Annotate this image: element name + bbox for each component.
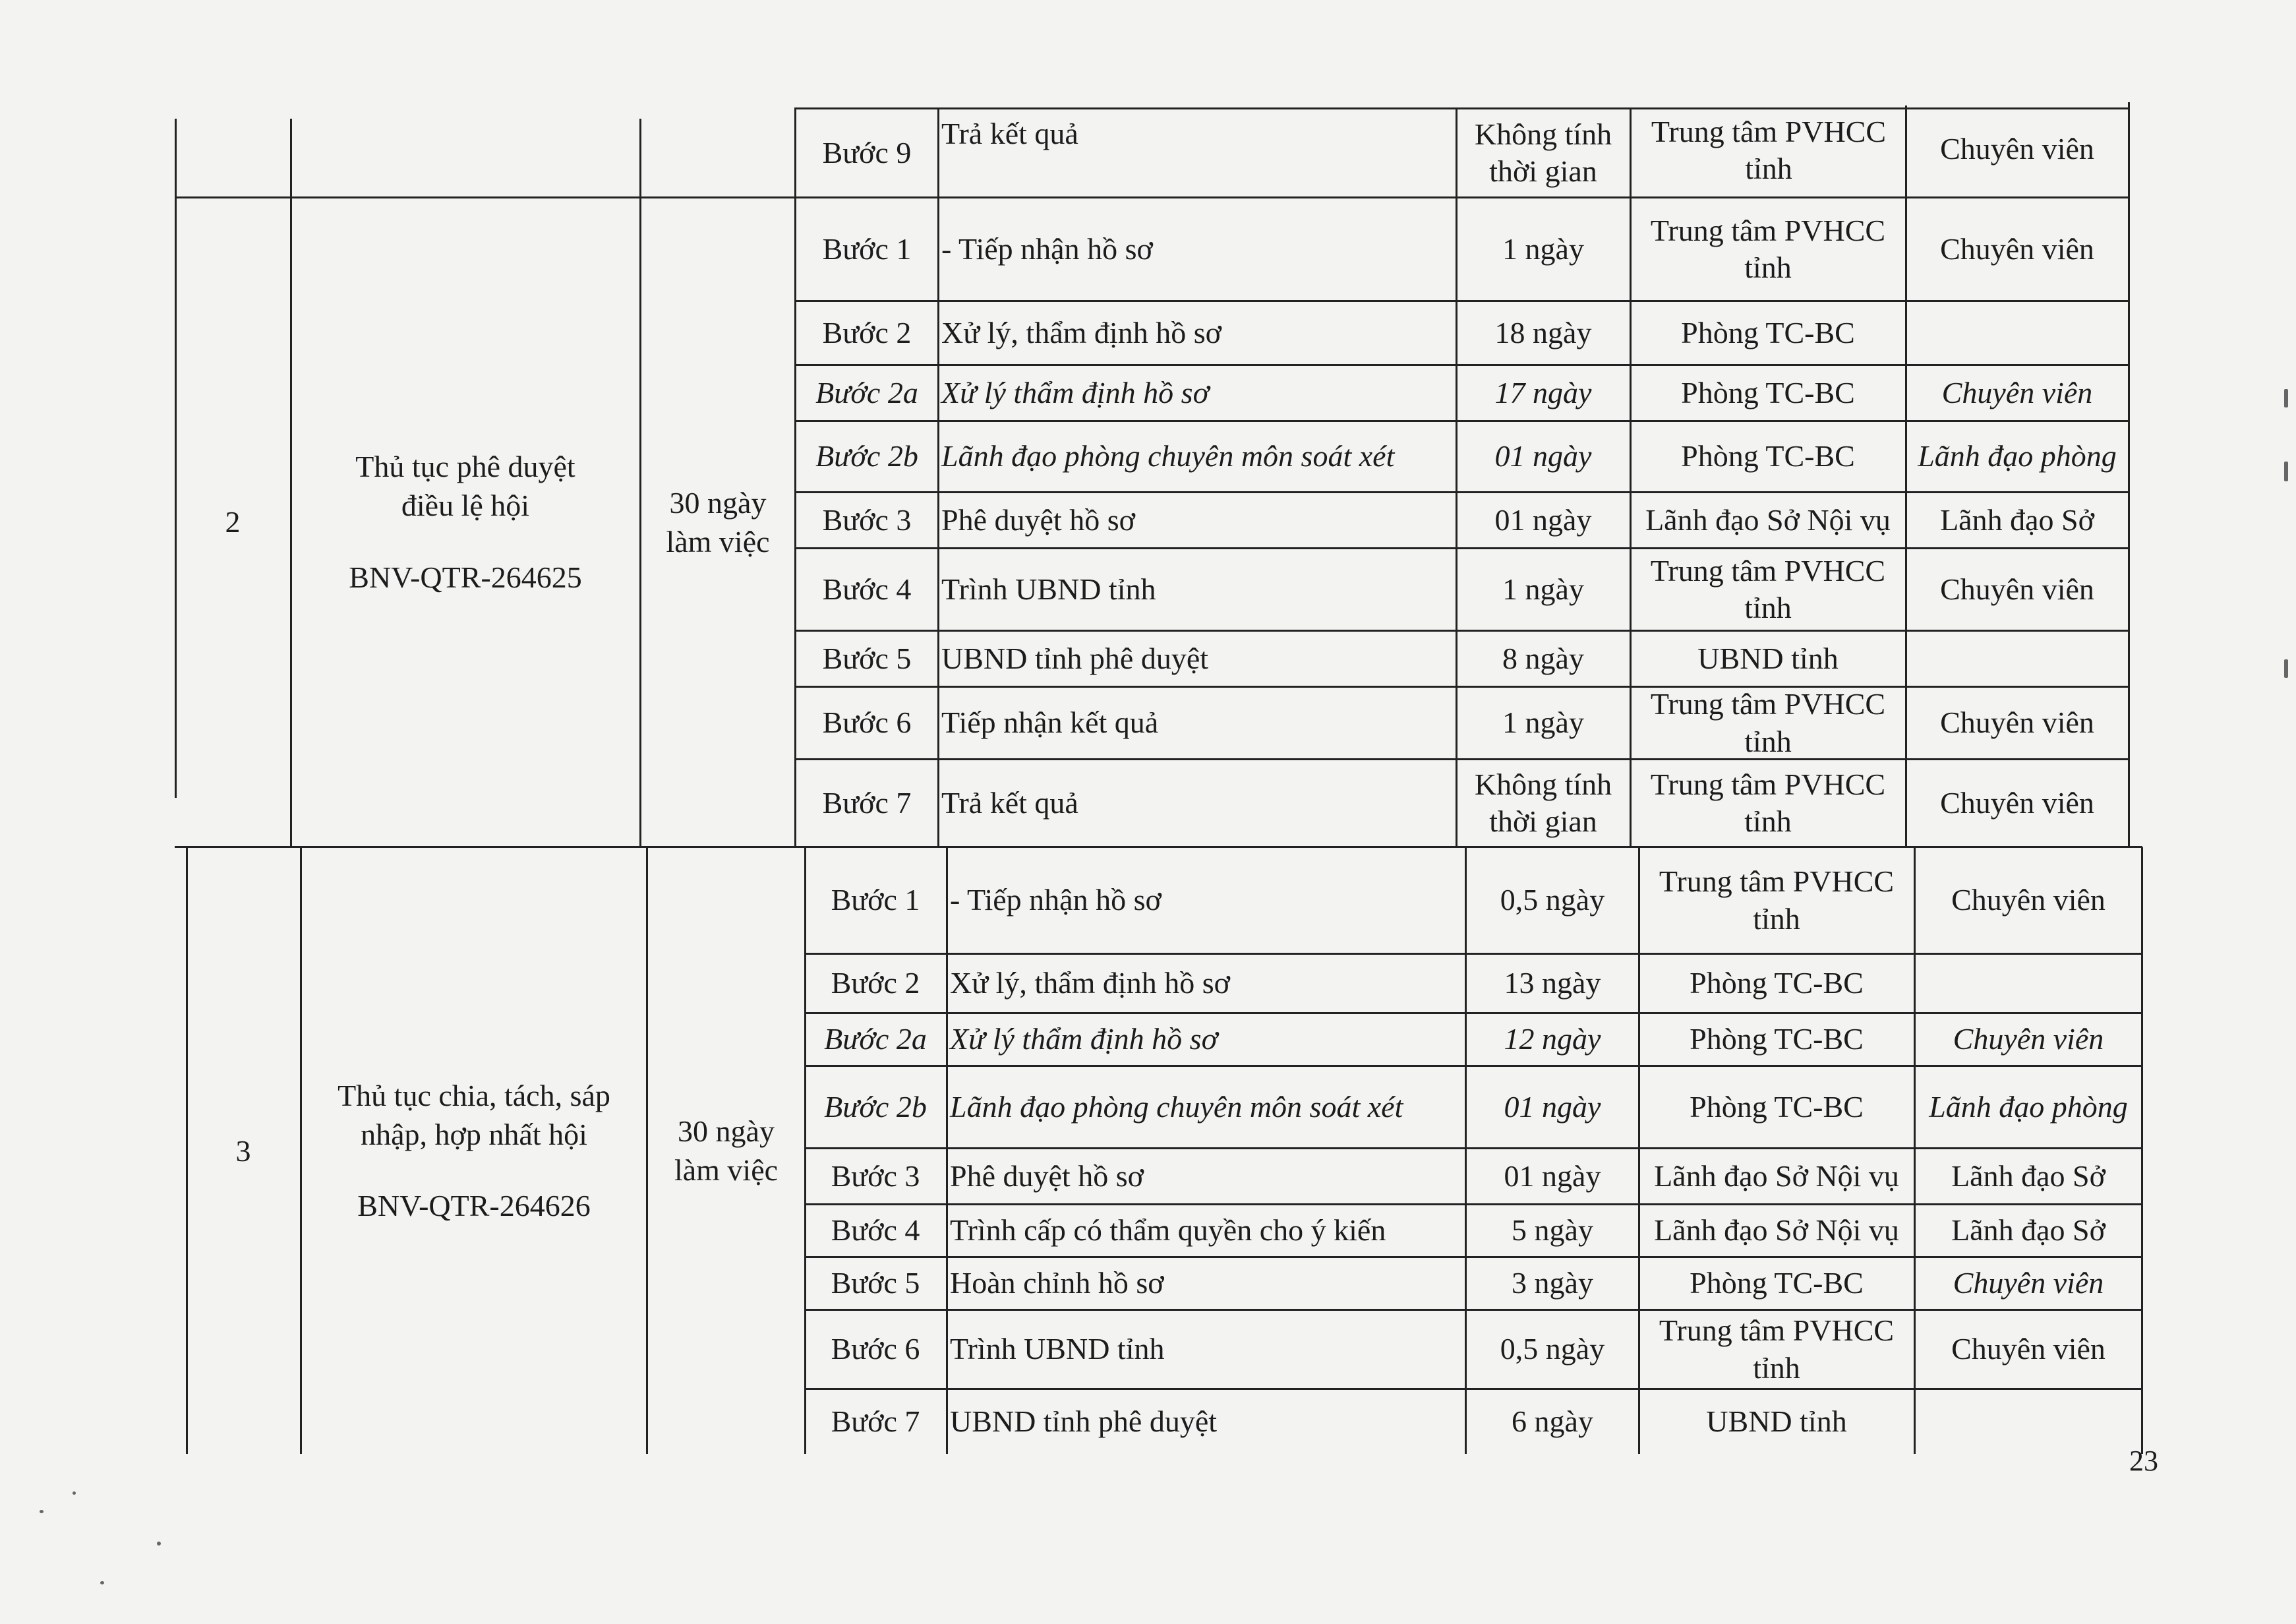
- procedure-name: Thủ tục chia, tách, sáp nhập, hợp nhất hội: [338, 1078, 610, 1151]
- step-content: Trình UBND tỉnh: [941, 572, 1156, 606]
- step-label: Bước 9: [822, 135, 912, 169]
- step-duration: 6 ngày: [1512, 1404, 1593, 1439]
- col-line-6b: [1638, 847, 1640, 1454]
- col-line-2: [639, 119, 641, 847]
- col-line-4: [937, 109, 939, 847]
- step-unit: Phòng TC-BC: [1681, 315, 1855, 349]
- scan-speck: [157, 1542, 161, 1546]
- step-duration: 1 ngày: [1502, 572, 1584, 606]
- step-duration: 0,5 ngày: [1500, 883, 1605, 917]
- step-unit: Lãnh đạo Sở Nội vụ: [1654, 1213, 1899, 1248]
- step-unit: UBND tỉnh: [1706, 1404, 1847, 1439]
- step-unit: Trung tâm PVHCC tỉnh: [1659, 1313, 1895, 1385]
- step-person: Chuyên viên: [1940, 785, 2094, 820]
- step-person: [1908, 302, 2127, 364]
- step-label: Bước 2: [831, 966, 920, 1000]
- step-person: Chuyên viên: [1951, 1332, 2105, 1366]
- procedure-code: BNV-QTR-264625: [349, 560, 582, 594]
- procedure-name-block: [303, 848, 645, 1455]
- step-content: UBND tỉnh phê duyệt: [950, 1404, 1218, 1439]
- step-person: [1916, 955, 2140, 1012]
- step-label: Bước 1: [822, 231, 912, 266]
- step-person: Chuyên viên: [1951, 883, 2105, 917]
- step-person: Chuyên viên: [1941, 375, 2093, 409]
- step-person: Lãnh đạo Sở: [1951, 1158, 2105, 1193]
- step-unit: Phòng TC-BC: [1690, 1022, 1864, 1056]
- step-unit: Lãnh đạo Sở Nội vụ: [1645, 502, 1891, 537]
- procedure-number: 2: [225, 505, 241, 539]
- step-duration: 12 ngày: [1504, 1022, 1601, 1056]
- col-line-5: [1456, 109, 1457, 847]
- step-content: Trả kết quả: [941, 117, 1078, 151]
- page-number: 23: [2129, 1445, 2158, 1477]
- col-line-4b: [946, 847, 948, 1454]
- step-duration: 17 ngày: [1494, 375, 1592, 409]
- col-line-5b: [1465, 847, 1467, 1454]
- step-label: Bước 5: [831, 1266, 920, 1300]
- step-unit: Trung tâm PVHCC tỉnh: [1650, 687, 1886, 758]
- step-content: Trình UBND tỉnh: [950, 1332, 1165, 1366]
- procedure-time: 30 ngày làm việc: [666, 485, 770, 558]
- step-content: Xử lý, thẩm định hồ sơ: [941, 315, 1222, 349]
- step-person: Chuyên viên: [1940, 231, 2094, 266]
- step-unit: Lãnh đạo Sở Nội vụ: [1654, 1158, 1899, 1193]
- step-person: Lãnh đạo phòng: [1918, 439, 2117, 473]
- scan-speck: [2284, 659, 2288, 678]
- scan-speck: [40, 1510, 44, 1513]
- step-duration: 5 ngày: [1512, 1213, 1593, 1248]
- step-label: Bước 3: [822, 502, 912, 537]
- step-label: Bước 6: [831, 1332, 920, 1366]
- step-unit: Phòng TC-BC: [1681, 375, 1855, 409]
- step-content: Trình cấp có thẩm quyền cho ý kiến: [950, 1213, 1386, 1248]
- step-duration: 8 ngày: [1502, 641, 1584, 675]
- step-person: Chuyên viên: [1940, 706, 2094, 740]
- step-duration: Không tính thời gian: [1474, 117, 1612, 188]
- step-content: Xử lý thẩm định hồ sơ: [941, 375, 1210, 409]
- scan-speck: [2284, 389, 2288, 407]
- step-duration: 0,5 ngày: [1500, 1332, 1605, 1366]
- step-person: Chuyên viên: [1940, 131, 2094, 165]
- step-duration: 1 ngày: [1502, 706, 1584, 740]
- step-content: Trả kết quả: [941, 785, 1078, 820]
- col-line-8b: [2141, 847, 2143, 1454]
- step-person: Chuyên viên: [1940, 572, 2094, 606]
- step-unit: Phòng TC-BC: [1690, 1089, 1864, 1124]
- step-label: Bước 7: [822, 785, 912, 820]
- step-content: Tiếp nhận kết quả: [941, 706, 1159, 740]
- step-person: [1916, 1390, 2140, 1454]
- procedure-name-block: [293, 198, 637, 847]
- procedure-time: 30 ngày làm việc: [674, 1114, 779, 1187]
- step-content: Xử lý, thẩm định hồ sơ: [950, 966, 1230, 1000]
- scan-speck: [100, 1581, 104, 1584]
- step-unit: Trung tâm PVHCC tỉnh: [1650, 213, 1886, 284]
- step-content: Lãnh đạo phòng chuyên môn soát xét: [941, 439, 1395, 473]
- step-label: Bước 2a: [824, 1022, 927, 1056]
- step-unit: Trung tâm PVHCC tỉnh: [1650, 553, 1886, 624]
- step-unit: Trung tâm PVHCC tỉnh: [1650, 767, 1886, 838]
- step-unit: UBND tỉnh: [1697, 641, 1839, 675]
- step-content: UBND tỉnh phê duyệt: [941, 641, 1209, 675]
- procedure-number: 3: [235, 1133, 251, 1168]
- step-person: Chuyên viên: [1953, 1266, 2104, 1300]
- step-label: Bước 2: [822, 315, 912, 349]
- step-label: Bước 4: [831, 1213, 920, 1248]
- col-line-8: [2128, 102, 2130, 847]
- step-person: Lãnh đạo Sở: [1940, 502, 2094, 537]
- step-duration: 1 ngày: [1502, 231, 1584, 266]
- step-unit: Phòng TC-BC: [1690, 1266, 1864, 1300]
- step-person: Chuyên viên: [1953, 1022, 2104, 1056]
- step-label: Bước 4: [822, 572, 912, 606]
- col-line-6: [1630, 109, 1632, 847]
- step-duration: 01 ngày: [1504, 1089, 1601, 1124]
- col-line-7b: [1914, 847, 1916, 1454]
- step-label: Bước 6: [822, 706, 912, 740]
- step-label: Bước 2b: [815, 439, 918, 473]
- step-content: Lãnh đạo phòng chuyên môn soát xét: [950, 1089, 1403, 1124]
- step-label: Bước 1: [831, 883, 920, 917]
- step-duration: 13 ngày: [1504, 966, 1601, 1000]
- step-unit: Trung tâm PVHCC tỉnh: [1659, 864, 1895, 936]
- step-label: Bước 3: [831, 1158, 920, 1193]
- col-line-7: [1905, 105, 1907, 847]
- step-duration: 01 ngày: [1494, 439, 1592, 473]
- step-label: Bước 7: [831, 1404, 920, 1439]
- step-content: Phê duyệt hồ sơ: [950, 1158, 1144, 1193]
- step-content: Phê duyệt hồ sơ: [941, 502, 1135, 537]
- col-line-2b: [646, 847, 648, 1454]
- scan-speck: [2284, 462, 2288, 481]
- step-content: Hoàn chỉnh hồ sơ: [950, 1266, 1164, 1300]
- step-content: Xử lý thẩm định hồ sơ: [950, 1022, 1218, 1056]
- step-label: Bước 2b: [824, 1089, 927, 1124]
- step-person: Lãnh đạo Sở: [1951, 1213, 2105, 1248]
- step-unit: Phòng TC-BC: [1690, 966, 1864, 1000]
- step-unit: Trung tâm PVHCC tỉnh: [1651, 114, 1887, 185]
- step-duration: 3 ngày: [1512, 1266, 1593, 1300]
- procedure-name: Thủ tục phê duyệt điều lệ hội: [355, 450, 575, 523]
- step-person: [1908, 632, 2127, 686]
- step-label: Bước 2a: [815, 375, 918, 409]
- scan-speck: [73, 1491, 76, 1495]
- step-content: - Tiếp nhận hồ sơ: [950, 883, 1162, 917]
- step-label: Bước 5: [822, 641, 912, 675]
- step-content: - Tiếp nhận hồ sơ: [941, 231, 1153, 266]
- col-line-1b: [300, 847, 302, 1454]
- step-duration: 01 ngày: [1494, 502, 1592, 537]
- step-person: Lãnh đạo phòng: [1929, 1089, 2128, 1124]
- col-line-1: [290, 119, 292, 847]
- step-unit: Phòng TC-BC: [1681, 439, 1855, 473]
- procedure-code: BNV-QTR-264626: [357, 1189, 591, 1223]
- step-duration: Không tính thời gian: [1474, 767, 1612, 838]
- step-duration: 01 ngày: [1504, 1158, 1601, 1193]
- step-duration: 18 ngày: [1494, 315, 1592, 349]
